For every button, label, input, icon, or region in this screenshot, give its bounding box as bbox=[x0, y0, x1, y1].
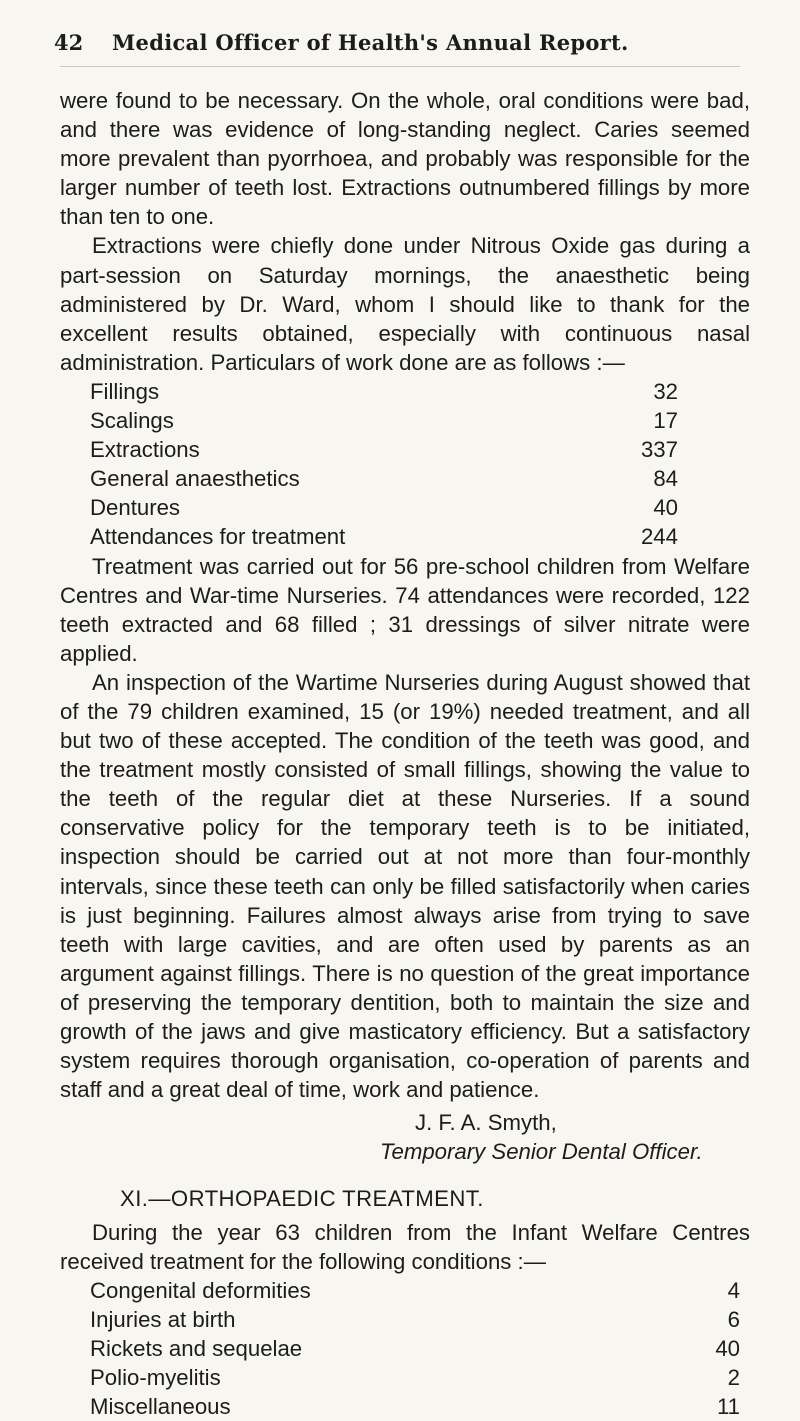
table-row bbox=[90, 464, 678, 493]
row-label: Rickets and sequelae bbox=[90, 1335, 303, 1361]
table-row bbox=[90, 1276, 740, 1305]
row-value: 4 bbox=[727, 1277, 740, 1303]
header-rule bbox=[60, 66, 740, 67]
body-text bbox=[60, 86, 750, 1421]
row-label: General anaesthetics bbox=[90, 466, 300, 492]
row-label: Fillings bbox=[90, 378, 160, 404]
table-row bbox=[90, 522, 678, 551]
paragraph-2: Extractions were chiefly done under Nitrous Oxide gas during a part-session on Saturday mornings, the anaesthetic being administered by Dr. Ward, whom I should like to thank for the excellent results obtained, especially with continuous nasal administration. Particulars of work done are as follows :— bbox=[60, 233, 750, 375]
signature-name-text: J. F. A. Smyth, bbox=[415, 1110, 557, 1136]
row-label: Dentures bbox=[90, 495, 181, 521]
row-label: Extractions bbox=[90, 437, 200, 463]
row-label: Congenital deformities bbox=[90, 1277, 311, 1303]
paragraph-3: Treatment was carried out for 56 pre-school children from Welfare Centres and War-time Nurseries. 74 attendances were recorded, 122 teeth extracted and 68 filled ; 31 dressings of silver nitrate were applied. bbox=[60, 553, 750, 666]
table-row bbox=[90, 1334, 740, 1363]
row-label: Polio-myelitis bbox=[90, 1365, 221, 1391]
row-value: 6 bbox=[727, 1306, 740, 1332]
table-row bbox=[90, 377, 678, 406]
table-row bbox=[90, 1363, 740, 1392]
signature-name bbox=[60, 1108, 750, 1137]
row-label: Injuries at birth bbox=[90, 1306, 236, 1332]
paragraph-4: An inspection of the Wartime Nurseries during August showed that of the 79 children examined, 15 (or 19%) needed treatment, and all but two of these accepted. The condition of the teeth was good, and the treatment mostly consisted of small fillings, showing the value to the teeth of the regular diet at these Nurseries. If a sound conservative policy for the temporary teeth is to be initiated, inspection should be carried out at not more than four-monthly intervals, since these teeth can only be filled satisfactorily when caries is just beginning. Failures almost always arise from trying to save teeth with large cavities, and are often used by parents as an argument against fillings. There is no question of the great importance of preserving the temporary dentition, both to maintain the size and growth of the jaws and give masticatory efficiency. But a satisfactory system requires thorough organisation, co-operation of parents and staff and a great deal of time, work and patience. bbox=[60, 669, 750, 1103]
table-row bbox=[90, 493, 678, 522]
section-heading: XI.—ORTHOPAEDIC TREATMENT. bbox=[120, 1186, 484, 1212]
orthopaedic-table bbox=[90, 1276, 740, 1421]
row-label: Scalings bbox=[90, 408, 174, 434]
row-value: 40 bbox=[715, 1335, 740, 1361]
row-value: 17 bbox=[653, 408, 678, 434]
dental-work-table bbox=[90, 377, 678, 552]
table-row bbox=[90, 406, 678, 435]
row-value: 2 bbox=[727, 1365, 740, 1391]
row-value: 84 bbox=[653, 466, 678, 492]
row-label: Attendances for treatment bbox=[90, 524, 346, 550]
row-value: 40 bbox=[653, 495, 678, 521]
page-number: 42 bbox=[54, 30, 84, 55]
signature-role: Temporary Senior Dental Officer. bbox=[380, 1139, 703, 1165]
table-row bbox=[90, 1305, 740, 1334]
report-title: Medical Officer of Health's Annual Report. bbox=[112, 30, 629, 55]
table-row bbox=[90, 435, 678, 464]
row-label: Miscellaneous bbox=[90, 1394, 231, 1420]
row-value: 244 bbox=[640, 524, 678, 550]
running-header bbox=[54, 30, 744, 64]
row-value: 11 bbox=[716, 1394, 740, 1420]
row-value: 32 bbox=[653, 378, 678, 404]
paragraph-1: were found to be necessary. On the whole, oral conditions were bad, and there was evidence of long-standing neglect. Caries seemed more prevalent than pyorrhoea, and probably was responsible for the larger number of teeth lost. Extractions outnumbered fillings by more than ten to one. bbox=[60, 88, 750, 230]
table-row bbox=[90, 1392, 740, 1421]
paragraph-5: During the year 63 children from the Infant Welfare Centres received treatment for the following conditions :— bbox=[60, 1219, 750, 1274]
row-value: 337 bbox=[640, 437, 678, 463]
